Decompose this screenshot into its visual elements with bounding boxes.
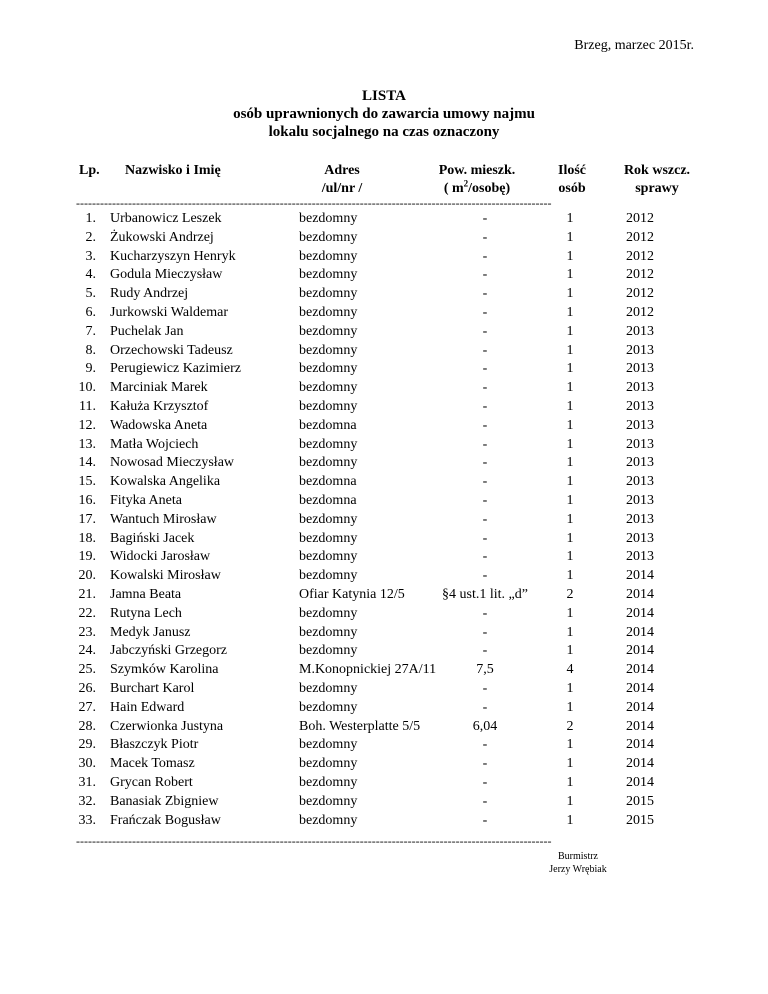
row-number: 18.	[78, 530, 96, 546]
row-person-count: 2	[566, 586, 574, 602]
table-row	[0, 360, 768, 379]
row-year: 2014	[626, 662, 654, 678]
row-address: bezdomny	[299, 737, 358, 753]
row-year: 2014	[626, 624, 654, 640]
row-number: 30.	[78, 756, 96, 772]
row-number: 20.	[78, 568, 96, 584]
row-name: Czerwionka Justyna	[110, 718, 224, 734]
signature-role: Burmistrz	[558, 851, 598, 862]
header-count-line-2: osób	[558, 181, 586, 196]
row-area: -	[482, 530, 488, 546]
row-year: 2015	[626, 812, 654, 828]
row-year: 2014	[626, 737, 654, 753]
row-address: bezdomny	[299, 774, 358, 790]
signature-name: Jerzy Wrębiak	[549, 864, 607, 875]
row-area: -	[482, 793, 488, 809]
row-number: 13.	[78, 436, 96, 452]
row-person-count: 1	[566, 211, 574, 226]
row-area: -	[482, 605, 488, 621]
document-subtitle-line-2: lokalu socjalnego na czas oznaczony	[268, 124, 500, 140]
row-person-count: 1	[566, 361, 574, 377]
table-row	[0, 473, 768, 492]
row-person-count: 1	[566, 756, 574, 772]
table-row	[0, 699, 768, 718]
row-area: -	[482, 455, 488, 471]
row-name: Orzechowski Tadeusz	[110, 342, 233, 358]
row-address: bezdomny	[299, 455, 358, 471]
row-address: bezdomny	[299, 793, 358, 809]
row-person-count: 1	[566, 398, 574, 414]
row-name: Godula Mieczysław	[110, 267, 223, 283]
row-area: -	[482, 211, 488, 226]
table-row	[0, 642, 768, 661]
row-name: Matła Wojciech	[110, 436, 199, 452]
header-name: Nazwisko i Imię	[125, 163, 221, 178]
row-name: Kowalski Mirosław	[110, 568, 221, 584]
row-person-count: 1	[566, 737, 574, 753]
row-area: -	[482, 342, 488, 358]
row-person-count: 1	[566, 812, 574, 828]
row-area: -	[482, 474, 488, 490]
row-number: 29.	[78, 737, 96, 753]
row-name: Wadowska Aneta	[110, 417, 208, 433]
row-address: bezdomny	[299, 568, 358, 584]
table-row	[0, 436, 768, 455]
row-person-count: 1	[566, 511, 574, 527]
row-name: Rudy Andrzej	[110, 286, 189, 302]
row-number: 10.	[78, 380, 96, 396]
table-row	[0, 530, 768, 549]
table-row	[0, 511, 768, 530]
row-name: Żukowski Andrzej	[110, 229, 214, 245]
row-area: 7,5	[476, 662, 494, 678]
row-name: Urbanowicz Leszek	[110, 211, 222, 226]
row-address: bezdomny	[299, 211, 358, 226]
row-year: 2014	[626, 643, 654, 659]
table-row	[0, 812, 768, 831]
row-person-count: 4	[566, 662, 574, 678]
row-year: 2013	[626, 417, 654, 433]
table-row	[0, 229, 768, 248]
table-row	[0, 342, 768, 361]
row-address: bezdomna	[299, 417, 357, 433]
row-year: 2013	[626, 436, 654, 452]
row-area: -	[482, 812, 488, 828]
row-address: M.Konopnickiej 27A/11	[299, 662, 437, 678]
row-person-count: 1	[566, 229, 574, 245]
row-address: bezdomny	[299, 624, 358, 640]
table-row	[0, 548, 768, 567]
table-row	[0, 248, 768, 267]
row-person-count: 1	[566, 699, 574, 715]
header-address	[300, 162, 384, 198]
table-row	[0, 285, 768, 304]
row-number: 3.	[85, 248, 96, 264]
row-address: bezdomny	[299, 248, 358, 264]
row-year: 2014	[626, 586, 654, 602]
row-name: Nowosad Mieczysław	[110, 455, 235, 471]
row-person-count: 1	[566, 643, 574, 659]
header-area-line-1: Pow. mieszk.	[438, 163, 516, 178]
row-year: 2013	[626, 474, 654, 490]
row-number: 5.	[85, 286, 96, 302]
table-row	[0, 774, 768, 793]
table-row	[0, 736, 768, 755]
row-address: bezdomny	[299, 812, 358, 828]
table-row	[0, 454, 768, 473]
table-row	[0, 793, 768, 812]
row-address: bezdomny	[299, 756, 358, 772]
row-area: -	[482, 417, 488, 433]
row-name: Kałuża Krzysztof	[110, 398, 209, 414]
row-name: Jurkowski Waldemar	[110, 304, 228, 320]
table-row	[0, 586, 768, 605]
row-name: Bagiński Jacek	[110, 530, 195, 546]
row-area: -	[482, 737, 488, 753]
row-year: 2013	[626, 530, 654, 546]
row-number: 25.	[78, 662, 96, 678]
header-count-line-1: Ilość	[558, 163, 586, 178]
row-number: 19.	[78, 549, 96, 565]
row-year: 2013	[626, 380, 654, 396]
row-year: 2012	[626, 211, 654, 226]
row-number: 12.	[78, 417, 96, 433]
table-row	[0, 398, 768, 417]
row-person-count: 1	[566, 774, 574, 790]
header-address-line-1: Adres	[324, 163, 360, 178]
table-row	[0, 210, 768, 229]
row-name: Jamna Beata	[110, 586, 182, 602]
row-person-count: 1	[566, 267, 574, 283]
table-row	[0, 567, 768, 586]
table-body	[0, 210, 768, 830]
row-name: Widocki Jarosław	[110, 549, 211, 565]
row-area: -	[482, 380, 488, 396]
row-name: Kowalska Angelika	[110, 474, 221, 490]
row-year: 2013	[626, 342, 654, 358]
row-address: bezdomny	[299, 530, 358, 546]
row-address: Boh. Westerplatte 5/5	[299, 718, 421, 734]
row-person-count: 1	[566, 380, 574, 396]
row-person-count: 1	[566, 793, 574, 809]
place-date: Brzeg, marzec 2015r.	[574, 38, 694, 53]
row-name: Puchelak Jan	[110, 323, 184, 339]
row-number: 15.	[78, 474, 96, 490]
table-row	[0, 304, 768, 323]
row-year: 2013	[626, 511, 654, 527]
row-year: 2013	[626, 549, 654, 565]
row-year: 2014	[626, 774, 654, 790]
row-area: -	[482, 229, 488, 245]
row-area: -	[482, 699, 488, 715]
row-name: Grycan Robert	[110, 774, 193, 790]
row-number: 33.	[78, 812, 96, 828]
row-name: Banasiak Zbigniew	[110, 793, 219, 809]
row-name: Jabczyński Grzegorz	[110, 643, 228, 659]
row-name: Błaszczyk Piotr	[110, 737, 199, 753]
row-person-count: 1	[566, 323, 574, 339]
row-person-count: 2	[566, 718, 574, 734]
row-number: 14.	[78, 455, 96, 471]
row-address: bezdomny	[299, 229, 358, 245]
header-year-line-1: Rok wszcz.	[623, 163, 691, 178]
table-row	[0, 680, 768, 699]
row-area: -	[482, 680, 488, 696]
row-name: Marciniak Marek	[110, 380, 208, 396]
row-year: 2014	[626, 718, 654, 734]
row-person-count: 1	[566, 530, 574, 546]
header-lp: Lp.	[79, 163, 100, 178]
header-year	[614, 162, 700, 198]
header-area-line-2: ( $m^2/osobę$)	[443, 178, 511, 196]
row-area: -	[482, 624, 488, 640]
row-area: -	[482, 756, 488, 772]
row-area: -	[482, 436, 488, 452]
row-area: -	[482, 398, 488, 414]
row-name: Rutyna Lech	[110, 605, 182, 621]
row-year: 2014	[626, 699, 654, 715]
row-address: bezdomny	[299, 267, 358, 283]
table-row	[0, 379, 768, 398]
row-area: 6,04	[472, 718, 498, 734]
document-subtitle-line-1: osób uprawnionych do zawarcia umowy najmu	[233, 106, 535, 122]
row-address: bezdomny	[299, 286, 358, 302]
header-area	[418, 162, 536, 198]
row-number: 7.	[85, 323, 96, 339]
footer-separator: -----------------------------------------------------------------------------------------------------------------------	[76, 834, 552, 848]
row-area: -	[482, 267, 488, 283]
row-number: 27.	[78, 699, 96, 715]
table-row	[0, 492, 768, 511]
row-year: 2015	[626, 793, 654, 809]
row-year: 2013	[626, 455, 654, 471]
document-title: LISTA	[362, 88, 406, 104]
row-number: 16.	[78, 492, 96, 508]
row-number: 1.	[85, 211, 96, 226]
row-address: bezdomna	[299, 474, 357, 490]
row-person-count: 1	[566, 248, 574, 264]
signature-block	[518, 850, 638, 876]
row-person-count: 1	[566, 436, 574, 452]
row-number: 22.	[78, 605, 96, 621]
row-year: 2013	[626, 492, 654, 508]
row-address: bezdomny	[299, 643, 358, 659]
row-number: 26.	[78, 680, 96, 696]
row-name: Kucharzyszyn Henryk	[110, 248, 236, 264]
row-area: -	[482, 323, 488, 339]
row-name: Macek Tomasz	[110, 756, 195, 772]
row-year: 2014	[626, 680, 654, 696]
row-year: 2012	[626, 286, 654, 302]
row-name: Szymków Karolina	[110, 662, 219, 678]
row-year: 2012	[626, 229, 654, 245]
row-year: 2013	[626, 361, 654, 377]
row-person-count: 1	[566, 549, 574, 565]
row-person-count: 1	[566, 304, 574, 320]
row-number: 2.	[85, 229, 96, 245]
row-number: 23.	[78, 624, 96, 640]
row-area: -	[482, 304, 488, 320]
header-year-line-2: sprawy	[635, 181, 679, 196]
header-separator: -----------------------------------------------------------------------------------------------------------------------	[76, 196, 552, 210]
table-row	[0, 755, 768, 774]
row-area: -	[482, 286, 488, 302]
row-year: 2012	[626, 304, 654, 320]
row-address: bezdomny	[299, 605, 358, 621]
row-person-count: 1	[566, 286, 574, 302]
header-address-line-2: /ul/nr /	[321, 181, 363, 196]
row-area: -	[482, 492, 488, 508]
row-address: bezdomny	[299, 699, 358, 715]
row-address: bezdomny	[299, 323, 358, 339]
row-area: §4 ust.1 lit. „d”	[442, 586, 528, 602]
header-count	[552, 162, 592, 198]
row-year: 2013	[626, 398, 654, 414]
row-year: 2013	[626, 323, 654, 339]
row-address: Ofiar Katynia 12/5	[299, 586, 405, 602]
row-number: 24.	[78, 643, 96, 659]
row-area: -	[482, 549, 488, 565]
row-year: 2014	[626, 605, 654, 621]
row-number: 6.	[85, 304, 96, 320]
row-number: 11.	[79, 398, 96, 414]
row-person-count: 1	[566, 568, 574, 584]
row-address: bezdomny	[299, 304, 358, 320]
row-address: bezdomny	[299, 511, 358, 527]
row-name: Frańczak Bogusław	[110, 812, 221, 828]
row-person-count: 1	[566, 624, 574, 640]
row-address: bezdomny	[299, 436, 358, 452]
row-person-count: 1	[566, 680, 574, 696]
row-number: 28.	[78, 718, 96, 734]
row-number: 17.	[78, 511, 96, 527]
row-area: -	[482, 361, 488, 377]
row-name: Fityka Aneta	[110, 492, 182, 508]
row-address: bezdomny	[299, 549, 358, 565]
row-year: 2012	[626, 267, 654, 283]
row-name: Burchart Karol	[110, 680, 195, 696]
row-area: -	[482, 643, 488, 659]
row-name: Hain Edward	[110, 699, 185, 715]
table-row	[0, 266, 768, 285]
row-area: -	[482, 248, 488, 264]
table-row	[0, 417, 768, 436]
row-number: 4.	[85, 267, 96, 283]
row-address: bezdomny	[299, 361, 358, 377]
row-year: 2012	[626, 248, 654, 264]
row-area: -	[482, 568, 488, 584]
row-number: 21.	[78, 586, 96, 602]
row-number: 9.	[85, 361, 96, 377]
row-year: 2014	[626, 568, 654, 584]
row-name: Wantuch Mirosław	[110, 511, 217, 527]
row-area: -	[482, 774, 488, 790]
row-number: 31.	[78, 774, 96, 790]
row-person-count: 1	[566, 417, 574, 433]
row-name: Medyk Janusz	[110, 624, 191, 640]
row-person-count: 1	[566, 342, 574, 358]
table-row	[0, 624, 768, 643]
row-address: bezdomny	[299, 380, 358, 396]
table-row	[0, 718, 768, 737]
row-person-count: 1	[566, 474, 574, 490]
row-address: bezdomny	[299, 398, 358, 414]
row-person-count: 1	[566, 492, 574, 508]
row-number: 8.	[85, 342, 96, 358]
row-person-count: 1	[566, 455, 574, 471]
row-address: bezdomna	[299, 492, 357, 508]
row-person-count: 1	[566, 605, 574, 621]
row-year: 2014	[626, 756, 654, 772]
row-address: bezdomny	[299, 342, 358, 358]
row-address: bezdomny	[299, 680, 358, 696]
table-row	[0, 605, 768, 624]
table-row	[0, 661, 768, 680]
row-name: Perugiewicz Kazimierz	[110, 361, 241, 377]
row-number: 32.	[78, 793, 96, 809]
table-row	[0, 323, 768, 342]
row-area: -	[482, 511, 488, 527]
